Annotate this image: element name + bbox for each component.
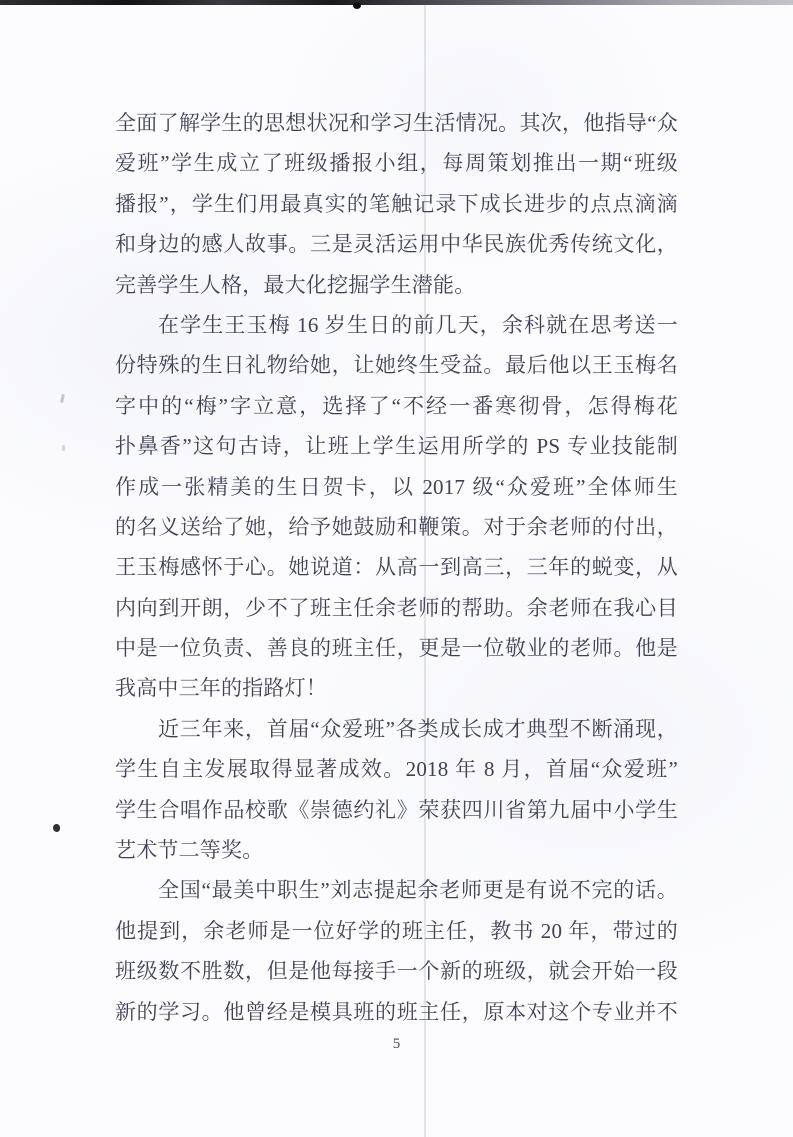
page-number: 5	[392, 1036, 401, 1052]
text-line: 班级数不胜数，但是他每接手一个新的班级，就会开始一段	[115, 959, 678, 984]
text-line: 播报”，学生们用最真实的笔触记录下成长进步的点点滴滴	[115, 191, 678, 216]
scan-artifact-dot	[353, 2, 361, 9]
text-block	[115, 103, 678, 1032]
text-line: 完善学生人格，最大化挖掘学生潜能。	[115, 272, 476, 297]
text-line: 他提到，余老师是一位好学的班主任，教书 20 年，带过的	[115, 918, 678, 943]
text-line: 学生自主发展取得显著成效。2018 年 8 月，首届“众爱班”	[115, 757, 678, 782]
text-line: 字中的“梅”字立意，选择了“不经一番寒彻骨，怎得梅花	[115, 393, 678, 418]
text-line: 中是一位负责、善良的班主任，更是一位敬业的老师。他是	[115, 636, 678, 661]
ink-speck	[60, 394, 65, 403]
text-line: 学生合唱作品校歌《崇德约礼》荣获四川省第九届中小学生	[115, 797, 678, 822]
text-line: 作成一张精美的生日贺卡，以 2017 级“众爱班”全体师生	[115, 474, 678, 499]
text-line: 全国“最美中职生”刘志提起余老师更是有说不完的话。	[158, 878, 678, 903]
text-line: 在学生王玉梅 16 岁生日的前几天，余科就在思考送一	[158, 312, 678, 337]
text-line: 份特殊的生日礼物给她，让她终生受益。最后他以王玉梅名	[115, 353, 678, 378]
text-line: 艺术节二等奖。	[115, 838, 264, 863]
text-line: 和身边的感人故事。三是灵活运用中华民族优秀传统文化，	[115, 232, 678, 257]
text-line: 的名义送给了她，给予她鼓励和鞭策。对于余老师的付出，	[115, 514, 678, 539]
text-line: 爱班”学生成立了班级播报小组，每周策划推出一期“班级	[115, 151, 678, 176]
text-line: 全面了解学生的思想状况和学习生活情况。其次，他指导“众	[115, 111, 678, 135]
text-line: 王玉梅感怀于心。她说道：从高一到高三，三年的蜕变，从	[115, 555, 678, 580]
ink-speck	[62, 445, 65, 451]
text-line: 扑鼻香”这句古诗，让班上学生运用所学的 PS 专业技能制	[115, 434, 678, 459]
text-line: 我高中三年的指路灯！	[115, 676, 327, 701]
text-line: 近三年来，首届“众爱班”各类成长成才典型不断涌现，	[158, 716, 678, 741]
text-line: 新的学习。他曾经是模具班的班主任，原本对这个专业并不	[115, 999, 678, 1024]
ink-speck	[53, 824, 60, 832]
text-line: 内向到开朗，少不了班主任余老师的帮助。余老师在我心目	[115, 595, 678, 620]
scan-edge-bar	[0, 0, 793, 5]
